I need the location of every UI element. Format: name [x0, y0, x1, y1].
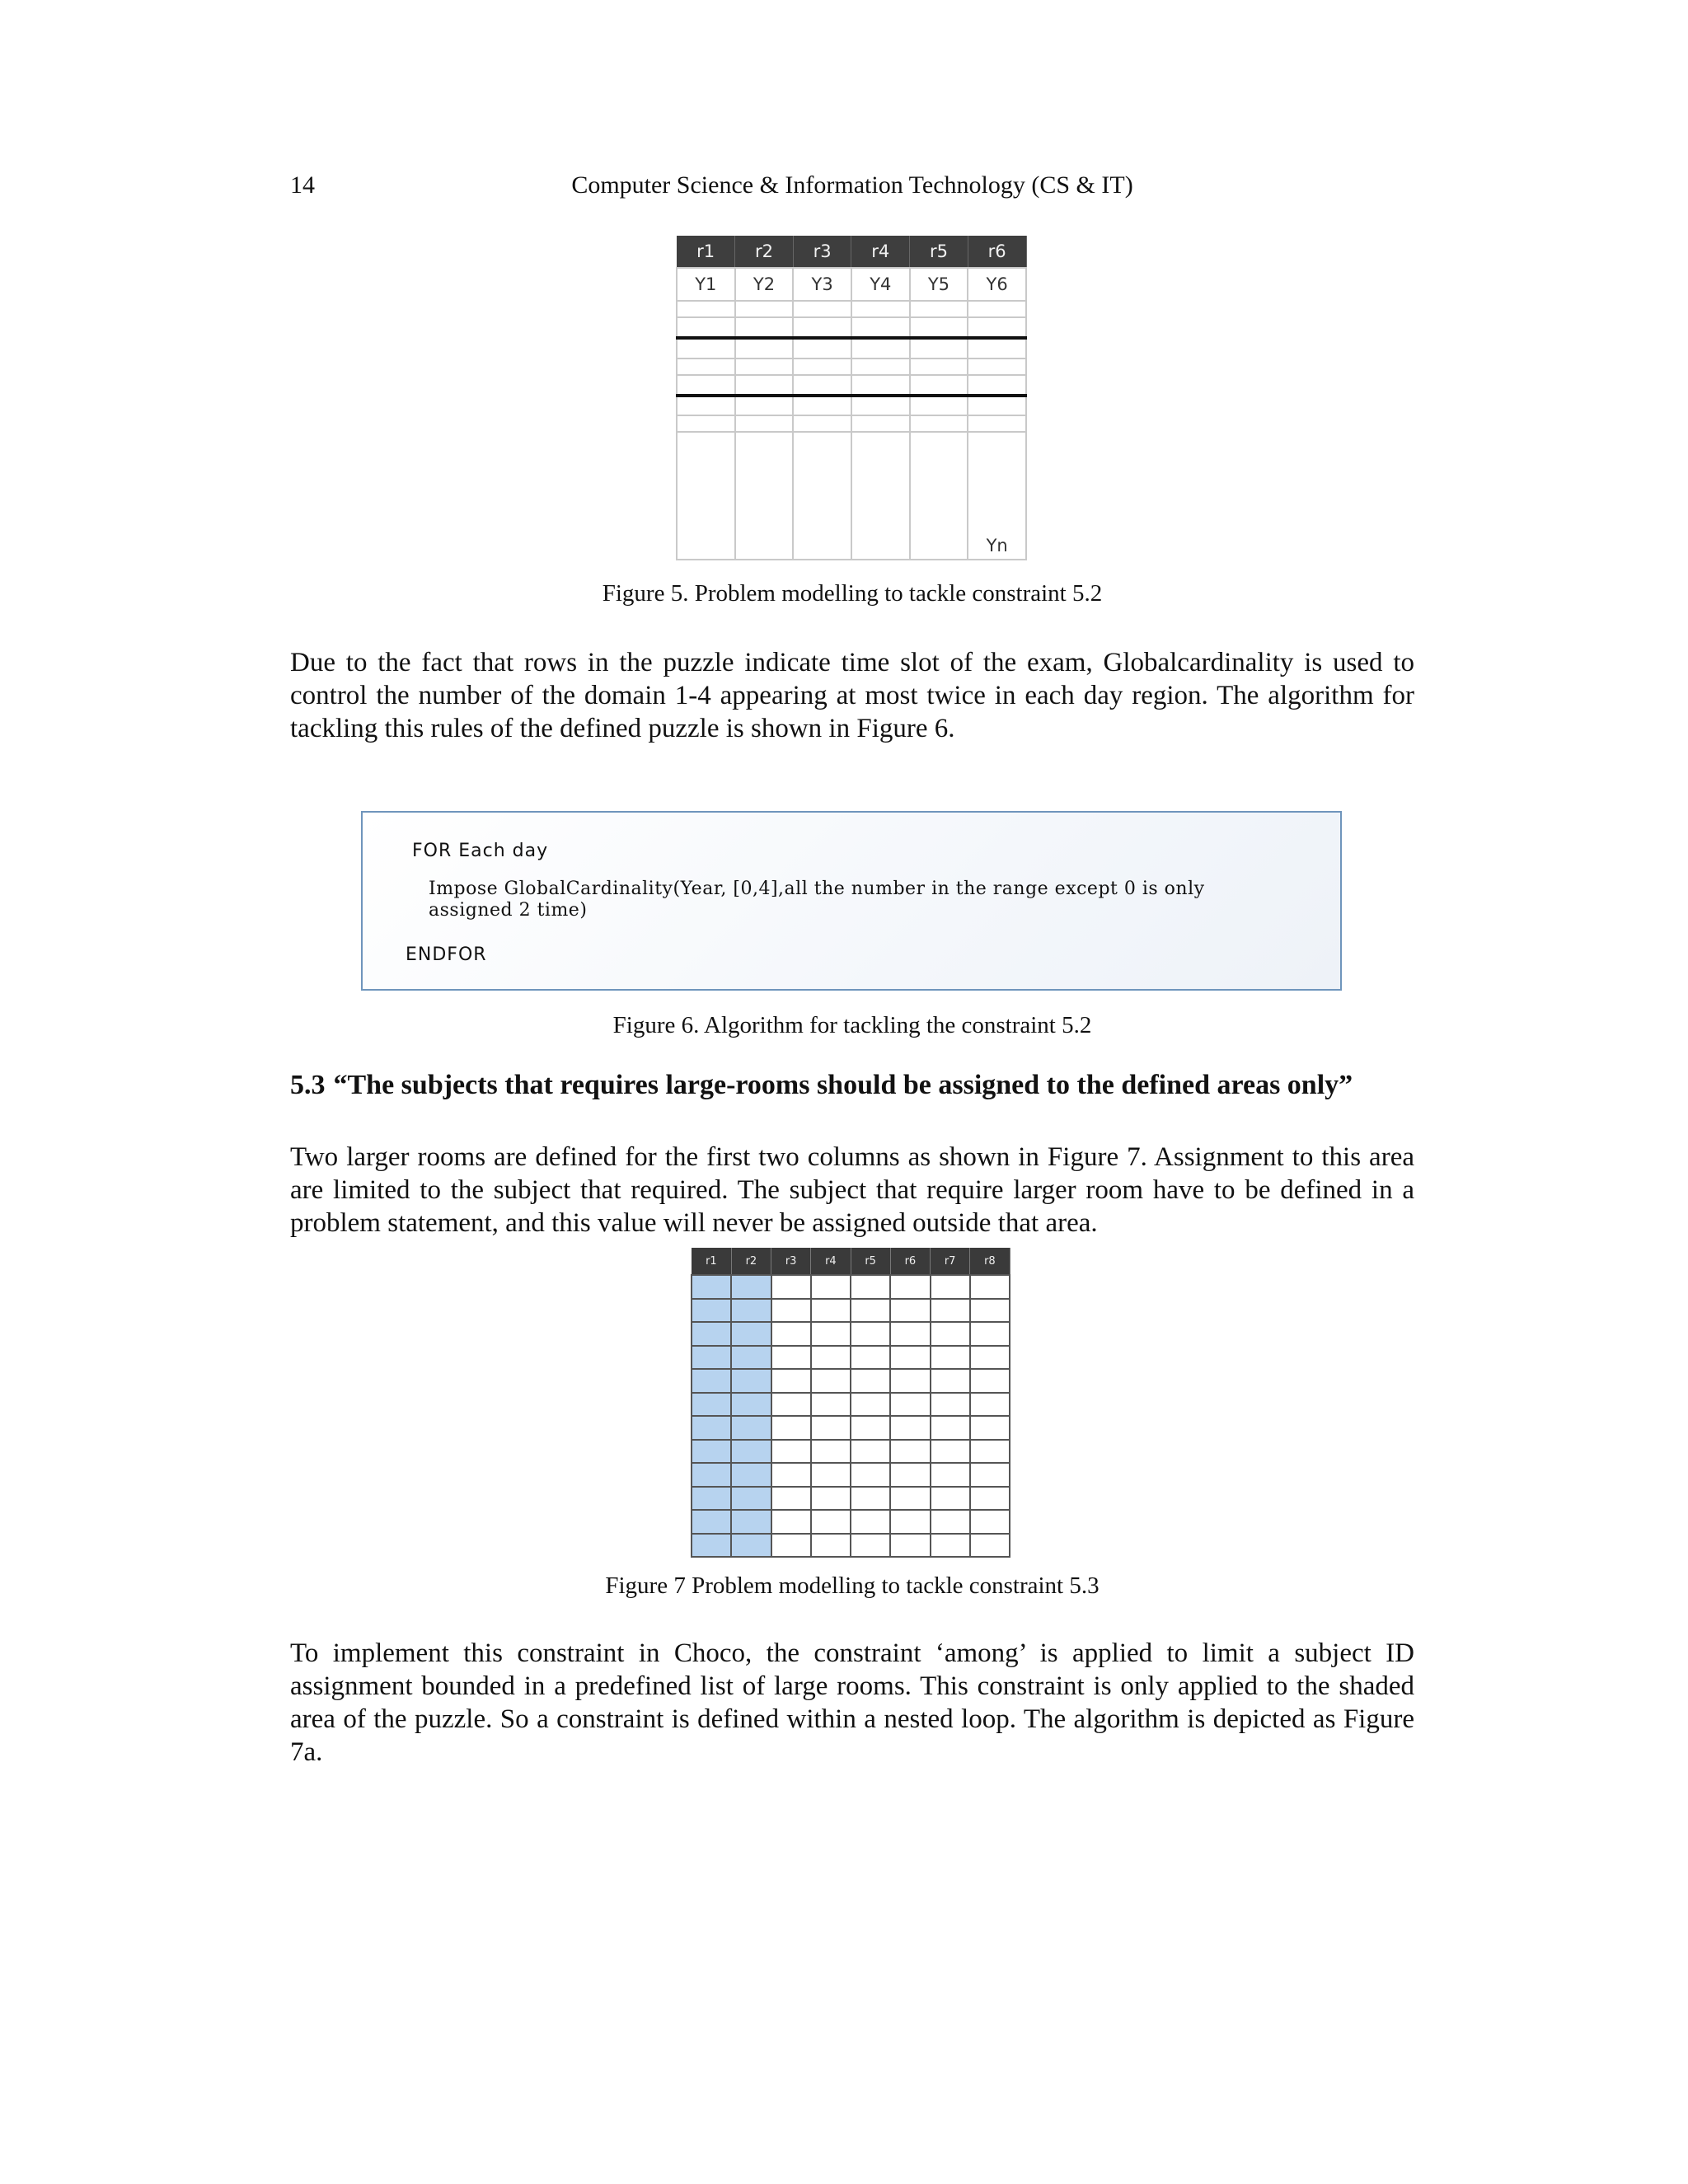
figure-5-cell [910, 396, 968, 416]
figure-5-cell [677, 338, 735, 359]
figure-7-shaded-cell [731, 1487, 771, 1511]
running-head [290, 171, 1414, 208]
figure-7-cell [890, 1487, 930, 1511]
figure-5-cell [851, 317, 910, 338]
figure-7-cell [851, 1322, 890, 1346]
figure-7-cell [970, 1416, 1010, 1440]
figure-7-cell [811, 1275, 851, 1299]
figure-5-cell [677, 432, 735, 560]
figure-7-cell [851, 1346, 890, 1370]
figure-5-cell [793, 375, 851, 396]
figure-5-cell [793, 338, 851, 359]
figure-5-cell [851, 338, 910, 359]
figure-7-cell [851, 1534, 890, 1558]
figure-5-cell [735, 415, 794, 432]
figure-5-cell [910, 432, 968, 560]
figure-5-cell [851, 396, 910, 416]
figure-5-cell [735, 317, 794, 338]
figure-7-cell [811, 1393, 851, 1417]
figure-7-cell [771, 1534, 811, 1558]
figure-7-shaded-cell [692, 1416, 731, 1440]
figure-5-cell [851, 432, 910, 560]
figure-7-cell [771, 1463, 811, 1487]
figure-5-cell [968, 317, 1026, 338]
figure-7-row [692, 1393, 1010, 1417]
figure-7-shaded-cell [731, 1440, 771, 1464]
figure-7-cell [890, 1510, 930, 1534]
figure-7-row [692, 1322, 1010, 1346]
figure-7-cell [851, 1416, 890, 1440]
figure-7-cell [931, 1534, 970, 1558]
figure-7-shaded-cell [731, 1275, 771, 1299]
figure-7-cell [890, 1322, 930, 1346]
figure-5-cell [910, 415, 968, 432]
figure-7-cell [890, 1440, 930, 1464]
figure-5-cell [735, 375, 794, 396]
figure-7-shaded-cell [692, 1322, 731, 1346]
figure-5-column-header: r5 [910, 236, 968, 268]
figure-5-caption: Figure 5. Problem modelling to tackle constraint 5.2 [602, 580, 1103, 607]
figure-5-cell [793, 432, 851, 560]
figure-7-cell [811, 1510, 851, 1534]
figure-7-shaded-cell [692, 1346, 731, 1370]
paragraph-1: Due to the fact that rows in the puzzle indicate time slot of the exam, Globalcardinality is used to control the number of the domain 1-4 appearing at most twice in each day region. The algorithm for tackling this rules of the defined puzzle is shown in Figure 6. [290, 648, 1414, 743]
figure-5-cell: Y4 [851, 268, 910, 301]
algorithm-for-line: FOR Each day [412, 841, 549, 861]
figure-7-shaded-cell [692, 1440, 731, 1464]
figure-5-cell [735, 301, 794, 317]
figure-5-row [677, 415, 1026, 432]
figure-5-cell [968, 338, 1026, 359]
figure-6-caption: Figure 6. Algorithm for tackling the constraint 5.2 [612, 1012, 1092, 1038]
figure-7-column-header: r1 [692, 1248, 731, 1275]
figure-7-cell [811, 1416, 851, 1440]
figure-7-column-header: r4 [811, 1248, 851, 1275]
figure-7-shaded-cell [692, 1275, 731, 1299]
section-heading [290, 1070, 1414, 1101]
figure-7-shaded-cell [731, 1416, 771, 1440]
figure-5-column-header: r6 [968, 236, 1026, 268]
figure-5-cell [793, 415, 851, 432]
figure-7-shaded-cell [692, 1534, 731, 1558]
figure-5-row [677, 268, 1026, 301]
section-number: 5.3 [290, 1070, 326, 1100]
figure-7-row [692, 1487, 1010, 1511]
figure-7-cell [851, 1299, 890, 1323]
figure-7-cell [851, 1393, 890, 1417]
figure-5-cell [677, 301, 735, 317]
figure-5-cell [677, 317, 735, 338]
figure-7-column-header: r5 [851, 1248, 890, 1275]
figure-7-shaded-cell [731, 1369, 771, 1393]
figure-7-shaded-cell [692, 1299, 731, 1323]
figure-7-grid [691, 1248, 1010, 1558]
figure-7-row [692, 1299, 1010, 1323]
figure-7-cell [931, 1393, 970, 1417]
figure-7-shaded-cell [731, 1346, 771, 1370]
figure-7-caption: Figure 7 Problem modelling to tackle constraint 5.3 [605, 1572, 1100, 1599]
figure-5-cell [851, 301, 910, 317]
figure-5-cell [851, 375, 910, 396]
figure-5-cell [735, 396, 794, 416]
figure-5-row [677, 338, 1026, 359]
figure-5-cell [677, 359, 735, 375]
figure-7-column-header: r7 [931, 1248, 970, 1275]
figure-5-cell [910, 359, 968, 375]
figure-7-cell [890, 1393, 930, 1417]
paragraph-3: To implement this constraint in Choco, the constraint ‘among’ is applied to limit a subject ID assignment bounded in a predefined list of large rooms. This constraint is only applied to the shaded area of the puzzle. So a constraint is defined within a nested loop. The algorithm is depicted as Figure 7a. [290, 1638, 1414, 1767]
figure-5-cell [735, 432, 794, 560]
figure-7-shaded-cell [692, 1463, 731, 1487]
figure-5-cell [851, 359, 910, 375]
figure-7-cell [970, 1275, 1010, 1299]
figure-7-cell [970, 1463, 1010, 1487]
figure-5-cell [968, 359, 1026, 375]
figure-5-cell [677, 375, 735, 396]
figure-7-cell [811, 1369, 851, 1393]
figure-7-row [692, 1275, 1010, 1299]
figure-7-cell [931, 1299, 970, 1323]
section-title: “The subjects that requires large-rooms should be assigned to the defined areas only” [333, 1070, 1353, 1100]
figure-7-shaded-cell [731, 1393, 771, 1417]
figure-5-cell [677, 415, 735, 432]
figure-5-row [677, 432, 1026, 560]
figure-7-cell [890, 1463, 930, 1487]
figure-7-cell [771, 1487, 811, 1511]
figure-5-cell [735, 338, 794, 359]
figure-7-cell [771, 1299, 811, 1323]
figure-7-cell [771, 1275, 811, 1299]
figure-5-cell [910, 338, 968, 359]
figure-7-cell [771, 1346, 811, 1370]
figure-7-column-header: r2 [731, 1248, 771, 1275]
figure-5-cell [793, 396, 851, 416]
figure-7-shaded-cell [692, 1369, 731, 1393]
figure-7-cell [811, 1487, 851, 1511]
figure-7-cell [811, 1299, 851, 1323]
figure-7-cell [970, 1534, 1010, 1558]
figure-7-cell [970, 1322, 1010, 1346]
figure-7-cell [931, 1275, 970, 1299]
figure-7-cell [771, 1510, 811, 1534]
figure-7-row [692, 1369, 1010, 1393]
algorithm-end-line: ENDFOR [406, 944, 487, 965]
figure-5-cell [968, 301, 1026, 317]
algorithm-body-line: Impose GlobalCardinality(Year, [0,4],all the number in the range except 0 is only assigned 2 time) [429, 879, 1205, 921]
figure-5-cell [968, 396, 1026, 416]
figure-5-cell [851, 415, 910, 432]
figure-7-shaded-cell [692, 1510, 731, 1534]
figure-6-algorithm-box [361, 811, 1342, 991]
figure-7-cell [771, 1416, 811, 1440]
figure-7-shaded-cell [731, 1299, 771, 1323]
figure-7-shaded-cell [731, 1510, 771, 1534]
figure-7-cell [811, 1463, 851, 1487]
figure-5-cell: Y3 [793, 268, 851, 301]
figure-7-cell [890, 1369, 930, 1393]
figure-7-row [692, 1440, 1010, 1464]
figure-7-cell [970, 1487, 1010, 1511]
figure-5-column-header: r4 [851, 236, 910, 268]
figure-5-row [677, 359, 1026, 375]
figure-7-cell [931, 1510, 970, 1534]
figure-5-cell [735, 359, 794, 375]
figure-5-cell [793, 301, 851, 317]
figure-5-cell [793, 359, 851, 375]
figure-7-cell [931, 1440, 970, 1464]
figure-7-cell [851, 1275, 890, 1299]
figure-7-cell [771, 1322, 811, 1346]
figure-7-row [692, 1534, 1010, 1558]
figure-7-row [692, 1463, 1010, 1487]
figure-7-cell [890, 1534, 930, 1558]
figure-5-cell [910, 375, 968, 396]
figure-7-column-header: r6 [890, 1248, 930, 1275]
figure-5-row [677, 317, 1026, 338]
figure-5-grid [676, 236, 1027, 560]
figure-7-shaded-cell [731, 1534, 771, 1558]
figure-5-cell [677, 396, 735, 416]
figure-5-column-header: r3 [793, 236, 851, 268]
journal-title: Computer Science & Information Technology (CS & IT) [571, 171, 1133, 199]
figure-5-row [677, 396, 1026, 416]
figure-5-cell: Yn [968, 432, 1026, 560]
figure-7-cell [771, 1393, 811, 1417]
figure-7-cell [890, 1416, 930, 1440]
figure-7-cell [931, 1346, 970, 1370]
figure-5-cell: Y6 [968, 268, 1026, 301]
figure-7-cell [890, 1346, 930, 1370]
figure-5-row [677, 301, 1026, 317]
figure-7-cell [851, 1463, 890, 1487]
figure-7-cell [771, 1440, 811, 1464]
figure-7-cell [811, 1440, 851, 1464]
figure-7-shaded-cell [692, 1487, 731, 1511]
figure-7-cell [931, 1463, 970, 1487]
figure-7-row [692, 1416, 1010, 1440]
figure-7-cell [851, 1440, 890, 1464]
figure-7-row [692, 1510, 1010, 1534]
figure-7-cell [771, 1369, 811, 1393]
figure-7-cell [851, 1510, 890, 1534]
figure-7-shaded-cell [731, 1322, 771, 1346]
figure-7-cell [970, 1393, 1010, 1417]
figure-7-cell [811, 1322, 851, 1346]
figure-5-cell: Y5 [910, 268, 968, 301]
figure-7-cell [970, 1299, 1010, 1323]
figure-5-column-header: r1 [677, 236, 735, 268]
figure-5-column-header: r2 [735, 236, 794, 268]
figure-7-cell [931, 1416, 970, 1440]
figure-5-cell: Y2 [735, 268, 794, 301]
figure-7-cell [851, 1487, 890, 1511]
paragraph-2: Two larger rooms are defined for the first two columns as shown in Figure 7. Assignment to this area are limited to the subject that required. The subject that require larger room have to be defined in a problem statement, and this value will never be assigned outside that area. [290, 1142, 1414, 1238]
figure-7-cell [811, 1346, 851, 1370]
figure-5-cell [793, 317, 851, 338]
figure-7-cell [931, 1487, 970, 1511]
figure-7-cell [970, 1369, 1010, 1393]
figure-7-shaded-cell [692, 1393, 731, 1417]
figure-7-cell [890, 1275, 930, 1299]
figure-7-column-header: r3 [771, 1248, 811, 1275]
figure-7-cell [931, 1369, 970, 1393]
figure-5-cell [910, 317, 968, 338]
figure-7-column-header: r8 [970, 1248, 1010, 1275]
page-number: 14 [290, 171, 315, 199]
figure-7-cell [970, 1440, 1010, 1464]
figure-7-cell [970, 1510, 1010, 1534]
figure-7-cell [811, 1534, 851, 1558]
figure-7-cell [851, 1369, 890, 1393]
figure-5-cell [968, 375, 1026, 396]
figure-7-cell [890, 1299, 930, 1323]
figure-7-shaded-cell [731, 1463, 771, 1487]
figure-5-cell [968, 415, 1026, 432]
figure-7-cell [970, 1346, 1010, 1370]
figure-7-cell [931, 1322, 970, 1346]
figure-5-cell: Y1 [677, 268, 735, 301]
figure-7-row [692, 1346, 1010, 1370]
figure-5-row [677, 375, 1026, 396]
figure-5-cell [910, 301, 968, 317]
